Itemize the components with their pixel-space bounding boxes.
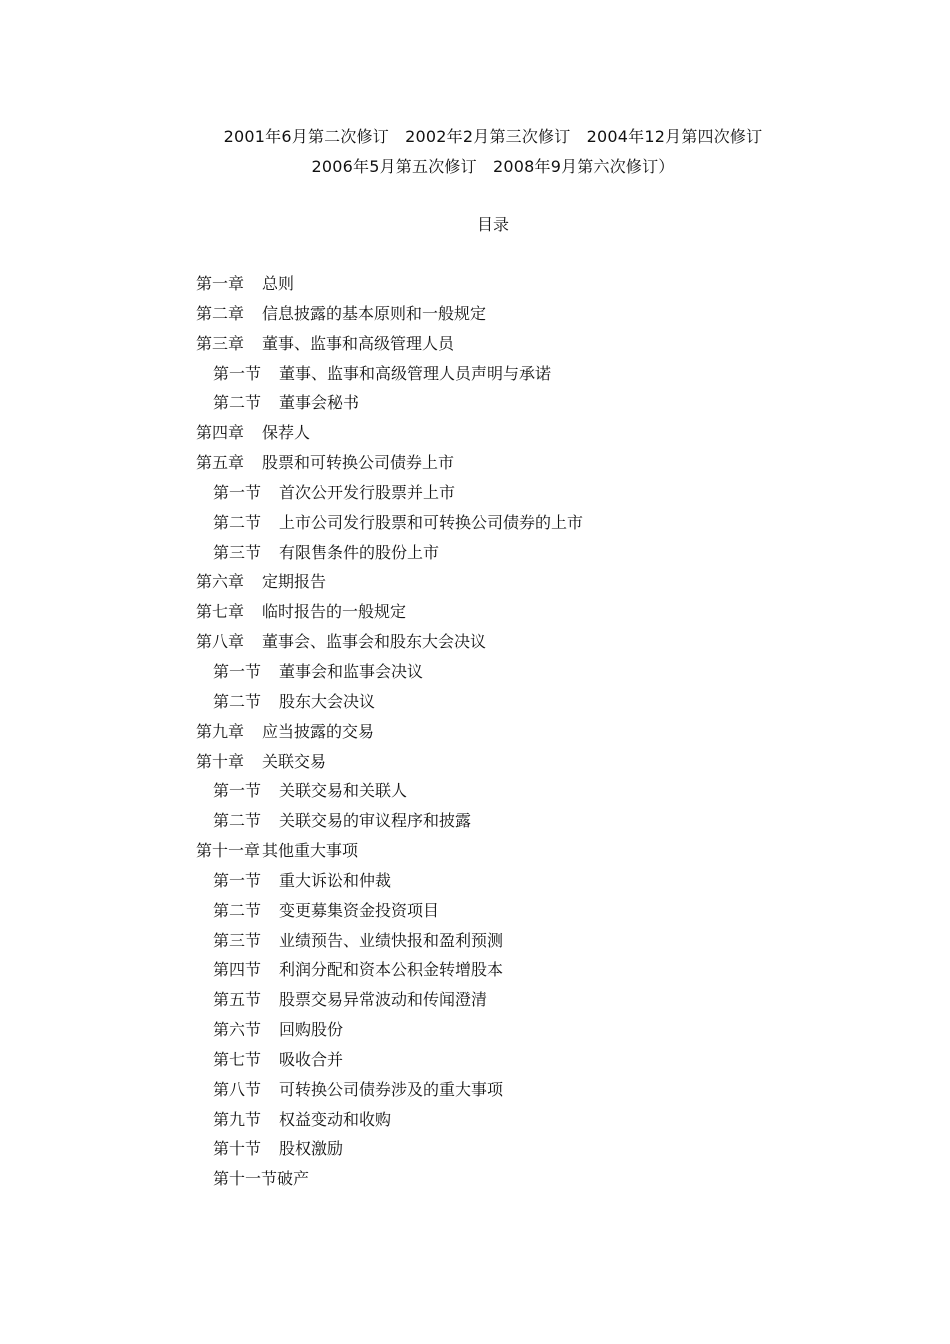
section-title: 变更募集资金投资项目 <box>279 900 440 920</box>
toc-section-entry <box>196 870 583 900</box>
section-title: 上市公司发行股票和可转换公司债券的上市 <box>279 512 584 532</box>
section-number: 第三节 <box>213 542 262 562</box>
section-number: 第七节 <box>213 1049 262 1069</box>
toc-section-entry <box>196 512 583 542</box>
section-title: 首次公开发行股票并上市 <box>279 482 456 502</box>
section-title: 董事会秘书 <box>279 393 360 413</box>
chapter-number: 第四章 <box>196 423 245 443</box>
toc-chapter-entry <box>196 631 583 661</box>
toc-section-entry <box>196 810 583 840</box>
revision-history-line-1: 2001年6月第二次修订 2002年2月第三次修订 2004年12月第四次修订 <box>223 127 763 146</box>
toc-chapter-entry <box>196 840 583 870</box>
section-number: 第二节 <box>213 900 262 920</box>
toc-chapter-entry <box>196 721 583 751</box>
chapter-title: 保荐人 <box>262 423 311 443</box>
toc-section-entry <box>196 691 583 721</box>
section-title: 利润分配和资本公积金转增股本 <box>279 960 504 980</box>
chapter-title: 股票和可转换公司债券上市 <box>262 453 455 473</box>
toc-section-entry <box>196 1109 583 1139</box>
chapter-number: 第五章 <box>196 453 245 473</box>
toc-chapter-entry <box>196 273 583 303</box>
section-number: 第一节 <box>213 870 262 890</box>
section-number: 第十一节 <box>213 1169 278 1189</box>
section-number: 第一节 <box>213 363 262 383</box>
section-title: 股权激励 <box>279 1139 344 1159</box>
toc-section-entry <box>196 1138 583 1168</box>
section-title: 关联交易的审议程序和披露 <box>279 811 472 831</box>
toc-section-entry <box>196 1049 583 1079</box>
section-number: 第三节 <box>213 930 262 950</box>
section-title: 权益变动和收购 <box>279 1109 392 1129</box>
section-title: 股东大会决议 <box>279 691 376 711</box>
chapter-title: 董事会、监事会和股东大会决议 <box>262 632 487 652</box>
chapter-number: 第九章 <box>196 721 245 741</box>
section-number: 第二节 <box>213 691 262 711</box>
chapter-number: 第十章 <box>196 751 245 771</box>
toc-section-entry <box>196 482 583 512</box>
toc-chapter-entry <box>196 601 583 631</box>
section-number: 第八节 <box>213 1079 262 1099</box>
toc-title: 目录 <box>476 215 509 234</box>
toc-section-entry <box>196 363 583 393</box>
section-number: 第二节 <box>213 512 262 532</box>
toc-section-entry <box>196 900 583 930</box>
chapter-title: 临时报告的一般规定 <box>262 602 407 622</box>
toc-section-entry <box>196 930 583 960</box>
toc-chapter-entry <box>196 303 583 333</box>
revision-history-line-2: 2006年5月第五次修订 2008年9月第六次修订） <box>311 157 675 176</box>
section-title: 董事、监事和高级管理人员声明与承诺 <box>279 363 552 383</box>
section-number: 第二节 <box>213 393 262 413</box>
chapter-title: 关联交易 <box>262 751 327 771</box>
toc-section-entry <box>196 1079 583 1109</box>
toc-section-entry <box>196 542 583 572</box>
section-title: 吸收合并 <box>279 1049 344 1069</box>
toc-section-entry <box>196 1168 583 1198</box>
section-number: 第二节 <box>213 811 262 831</box>
section-title: 关联交易和关联人 <box>279 781 408 801</box>
section-number: 第四节 <box>213 960 262 980</box>
chapter-title: 信息披露的基本原则和一般规定 <box>262 303 487 323</box>
toc-section-entry <box>196 959 583 989</box>
section-title: 股票交易异常波动和传闻澄清 <box>279 990 488 1010</box>
chapter-number: 第八章 <box>196 632 245 652</box>
toc-section-entry <box>196 780 583 810</box>
section-number: 第一节 <box>213 661 262 681</box>
chapter-title: 董事、监事和高级管理人员 <box>262 333 455 353</box>
section-title: 可转换公司债券涉及的重大事项 <box>279 1079 504 1099</box>
chapter-number: 第二章 <box>196 303 245 323</box>
table-of-contents <box>196 273 583 1198</box>
chapter-number: 第三章 <box>196 333 245 353</box>
section-number: 第一节 <box>213 781 262 801</box>
chapter-title: 定期报告 <box>262 572 327 592</box>
toc-chapter-entry <box>196 452 583 482</box>
toc-section-entry <box>196 1019 583 1049</box>
toc-section-entry <box>196 989 583 1019</box>
section-number: 第十节 <box>213 1139 262 1159</box>
section-number: 第五节 <box>213 990 262 1010</box>
chapter-title: 应当披露的交易 <box>262 721 375 741</box>
toc-chapter-entry <box>196 422 583 452</box>
toc-chapter-entry <box>196 333 583 363</box>
section-title: 回购股份 <box>279 1020 344 1040</box>
toc-chapter-entry <box>196 751 583 781</box>
toc-section-entry <box>196 661 583 691</box>
section-title: 重大诉讼和仲裁 <box>279 870 392 890</box>
chapter-title: 其他重大事项 <box>262 841 359 861</box>
chapter-number: 第一章 <box>196 274 245 293</box>
section-number: 第六节 <box>213 1020 262 1040</box>
section-title: 破产 <box>277 1169 310 1189</box>
section-title: 董事会和监事会决议 <box>279 661 424 681</box>
toc-chapter-entry <box>196 571 583 601</box>
section-title: 有限售条件的股份上市 <box>279 542 440 562</box>
section-number: 第一节 <box>213 482 262 502</box>
chapter-number: 第十一章 <box>196 841 261 861</box>
section-number: 第九节 <box>213 1109 262 1129</box>
section-title: 业绩预告、业绩快报和盈利预测 <box>279 930 504 950</box>
chapter-number: 第六章 <box>196 572 245 592</box>
toc-section-entry <box>196 392 583 422</box>
chapter-number: 第七章 <box>196 602 245 622</box>
chapter-title: 总则 <box>262 274 295 293</box>
